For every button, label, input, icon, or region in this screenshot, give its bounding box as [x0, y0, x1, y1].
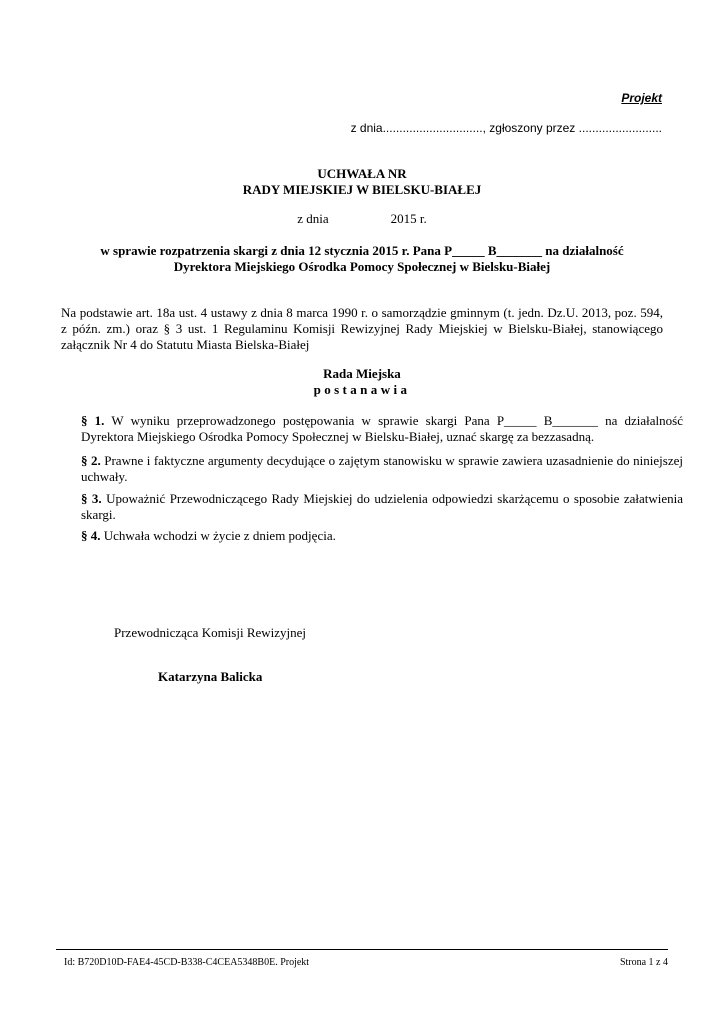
paragraph-1 [61, 413, 683, 445]
date-year: 2015 r. [390, 211, 427, 226]
paragraph-number: § 4. [81, 528, 101, 543]
subject-line-1: w sprawie rozpatrzenia skargi z dnia 12 stycznia 2015 r. Pana P_____ B_______ na działalność [100, 243, 624, 258]
paragraph-text: W wyniku przeprowadzonego postępowania w sprawie skargi Pana P_____ B_______ na działalność Dyrektora Miejskiego Ośrodka Pomocy Społecznej w Bielsku-Białej, uznać skargę za bezzasadną. [81, 413, 684, 444]
resolution-title-council: RADY MIEJSKIEJ W BIELSKU-BIAŁEJ [242, 182, 482, 197]
resolution-date [61, 211, 663, 227]
signature-name: Katarzyna Balicka [158, 669, 263, 684]
paragraph-3 [61, 491, 683, 523]
date-prefix: z dnia [297, 211, 329, 226]
footer-page-number: Strona 1 z 4 [619, 957, 668, 968]
paragraph-number: § 2. [81, 453, 101, 468]
legal-basis: Na podstawie art. 18a ust. 4 ustawy z dnia 8 marca 1990 r. o samorządzie gminnym (t. jedn. Dz.U. 2013, poz. 594, z późn. zm.) oraz § 3 ust. 1 Regulaminu Komisji Rewizyjnej Rady Miejskiej w Bielsku-Białej, stanowiącego załącznik Nr 4 do Statutu Miasta Bielska-Białej [61, 305, 663, 352]
signature-role: Przewodnicząca Komisji Rewizyjnej [114, 625, 307, 640]
paragraph-number: § 3. [81, 491, 102, 506]
paragraph-number: § 1. [81, 413, 105, 428]
paragraph-text: Upoważnić Przewodniczącego Rady Miejskiej do udzielenia odpowiedzi skarżącemu o sposobie załatwienia skargi. [81, 491, 684, 522]
paragraph-2 [61, 453, 683, 485]
paragraph-text: Uchwała wchodzi w życie z dniem podjęcia. [100, 528, 336, 543]
council-heading: Rada Miejska [323, 366, 401, 381]
subject-line-2: Dyrektora Miejskiego Ośrodka Pomocy Społecznej w Bielsku-Białej [173, 259, 551, 274]
resolution-subject [61, 243, 663, 275]
projekt-label: Projekt [621, 91, 662, 105]
footer-document-id: Id: B720D10D-FAE4-45CD-B338-C4CEA5348B0E. Projekt [64, 957, 310, 968]
resolves-heading: postanawia [313, 382, 411, 397]
submission-date-line: z dnia.............................., zgłoszony przez ......................... [350, 121, 662, 135]
footer-divider [56, 949, 668, 950]
paragraph-text: Prawne i faktyczne argumenty decydujące o zajętym stanowisku w sprawie zawiera uzasadnienie do niniejszej uchwały. [81, 453, 683, 484]
paragraph-4 [61, 528, 683, 544]
resolution-title-number: UCHWAŁA NR [317, 166, 407, 181]
